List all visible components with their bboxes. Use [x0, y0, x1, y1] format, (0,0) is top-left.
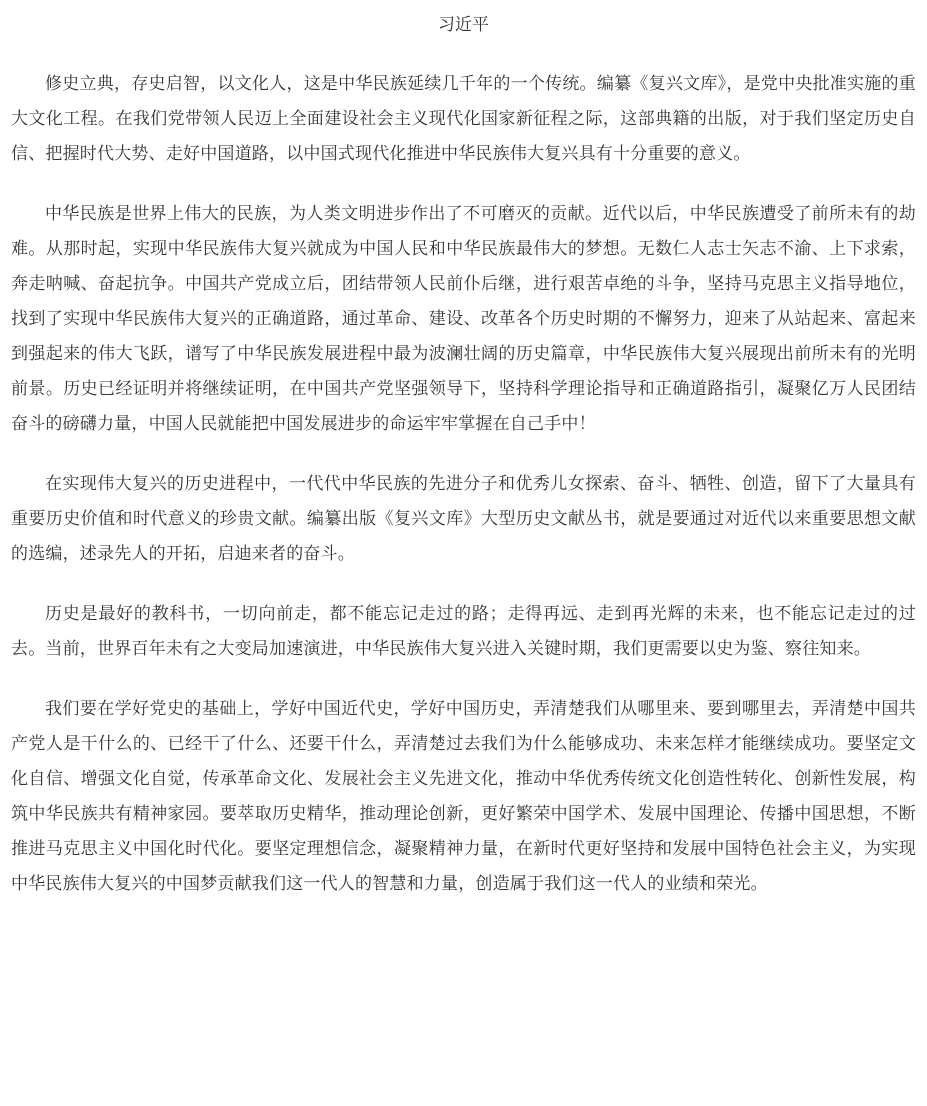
paragraph-1: 修史立典，存史启智，以文化人，这是中华民族延续几千年的一个传统。编纂《复兴文库》，是党中央批准实施的重大文化工程。在我们党带领人民迈上全面建设社会主义现代化国家新征程之际，这部典籍的出版，对于我们坚定历史自信、把握时代大势、走好中国道路，以中国式现代化推进中华民族伟大复兴具有十分重要的意义。 — [11, 74, 916, 164]
author-name: 习近平 — [438, 15, 489, 35]
paragraph-5: 我们要在学好党史的基础上，学好中国近代史，学好中国历史，弄清楚我们从哪里来、要到哪里去，弄清楚中国共产党人是干什么的、已经干了什么、还要干什么，弄清楚过去我们为什么能够成功、未来怎样才能继续成功。要坚定文化自信、增强文化自觉，传承革命文化、发展社会主义先进文化，推动中华优秀传统文化创造性转化、创新性发展，构筑中华民族共有精神家园。要萃取历史精华，推动理论创新，更好繁荣中国学术、发展中国理论、传播中国思想，不断推进马克思主义中国化时代化。要坚定理想信念，凝聚精神力量，在新时代更好坚持和发展中国特色社会主义，为实现中华民族伟大复兴的中国梦贡献我们这一代人的智慧和力量，创造属于我们这一代人的业绩和荣光。 — [11, 699, 916, 894]
paragraph-2: 中华民族是世界上伟大的民族，为人类文明进步作出了不可磨灭的贡献。近代以后，中华民族遭受了前所未有的劫难。从那时起，实现中华民族伟大复兴就成为中国人民和中华民族最伟大的梦想。无数仁人志士矢志不渝、上下求索，奔走呐喊、奋起抗争。中国共产党成立后，团结带领人民前仆后继，进行艰苦卓绝的斗争，坚持马克思主义指导地位，找到了实现中华民族伟大复兴的正确道路，通过革命、建设、改革各个历史时期的不懈努力，迎来了从站起来、富起来到强起来的伟大飞跃，谱写了中华民族发展进程中最为波澜壮阔的历史篇章，中华民族伟大复兴展现出前所未有的光明前景。历史已经证明并将继续证明，在中国共产党坚强领导下，坚持科学理论指导和正确道路指引，凝聚亿万人民团结奋斗的磅礴力量，中国人民就能把中国发展进步的命运牢牢掌握在自己手中！ — [11, 204, 916, 434]
paragraph-4: 历史是最好的教科书，一切向前走，都不能忘记走过的路；走得再远、走到再光辉的未来，也不能忘记走过的过去。当前，世界百年未有之大变局加速演进，中华民族伟大复兴进入关键时期，我们更需要以史为鉴、察往知来。 — [11, 604, 916, 659]
paragraph-3: 在实现伟大复兴的历史进程中，一代代中华民族的先进分子和优秀儿女探索、奋斗、牺牲、创造，留下了大量具有重要历史价值和时代意义的珍贵文献。编纂出版《复兴文库》大型历史文献丛书，就是要通过对近代以来重要思想文献的选编，述录先人的开拓，启迪来者的奋斗。 — [11, 474, 916, 564]
